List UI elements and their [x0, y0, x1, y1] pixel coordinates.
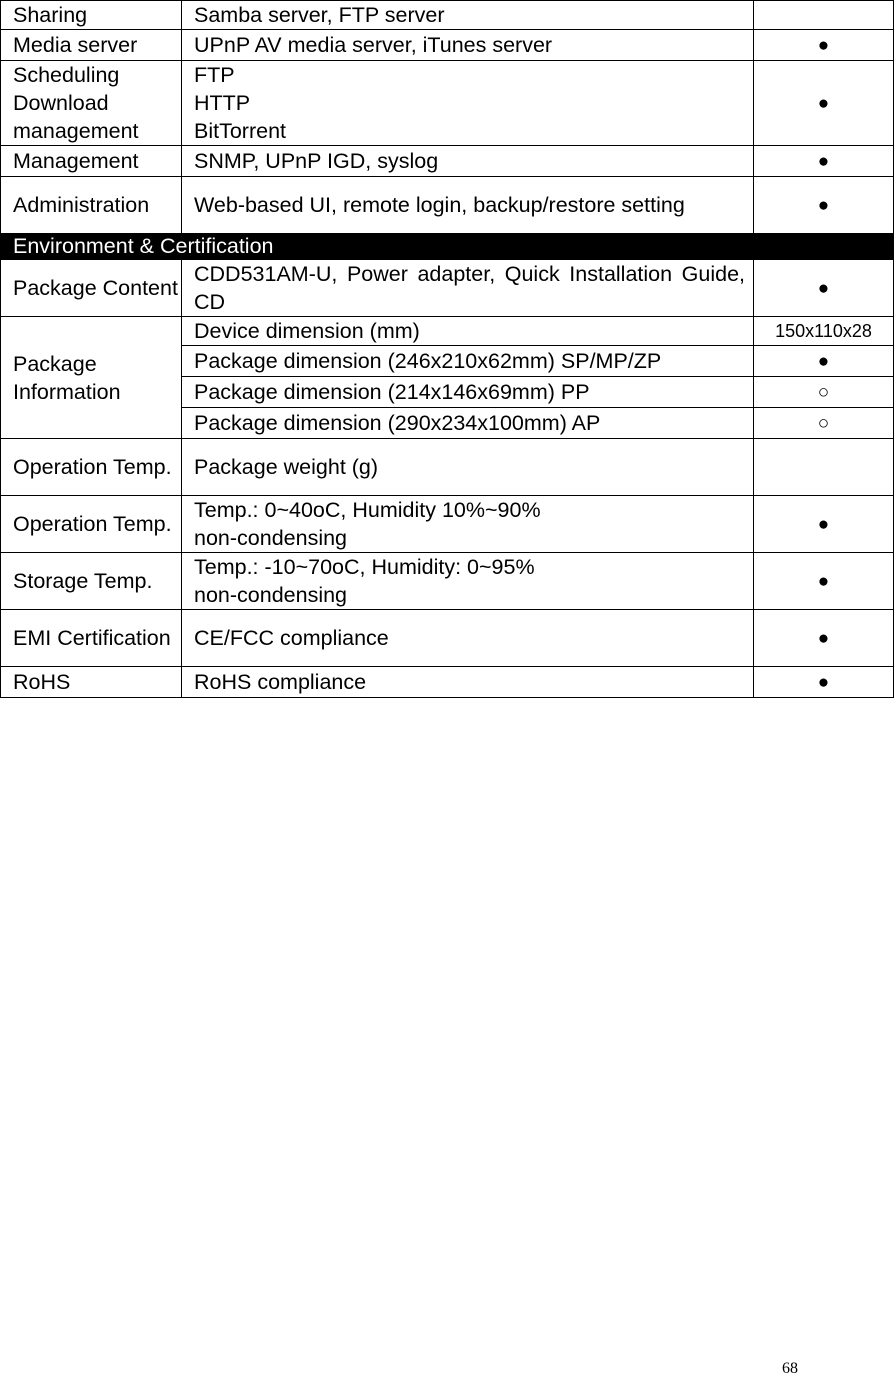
section-header	[1, 234, 894, 260]
table-row	[1, 317, 894, 346]
detail-line: Temp.: 0~40oC, Humidity 10%~90%	[194, 498, 541, 522]
row-label: Media server	[1, 30, 182, 61]
row-mark: 150x110x28	[754, 317, 894, 346]
hollow-bullet-icon: ○	[817, 382, 830, 403]
row-detail: Package dimension (214x146x69mm) PP	[182, 377, 754, 408]
row-label: Storage Temp.	[1, 553, 182, 610]
row-mark	[754, 496, 894, 553]
row-detail: Package weight (g)	[182, 439, 754, 496]
detail-line: non-condensing	[194, 583, 348, 607]
row-label: Sharing	[1, 1, 182, 30]
table-row	[1, 1, 894, 30]
row-mark	[754, 30, 894, 61]
row-mark	[754, 667, 894, 698]
hollow-bullet-icon: ○	[817, 413, 830, 434]
label-line: management	[13, 119, 139, 143]
row-detail: RoHS compliance	[182, 667, 754, 698]
table-row	[1, 496, 894, 553]
row-mark	[754, 553, 894, 610]
row-detail: Package dimension (290x234x100mm) AP	[182, 408, 754, 439]
filled-bullet-icon: ●	[817, 151, 830, 172]
table-row	[1, 610, 894, 667]
row-mark	[754, 377, 894, 408]
row-detail: CDD531AM-U, Power adapter, Quick Installation Guide, CD	[182, 260, 754, 317]
filled-bullet-icon: ●	[817, 514, 830, 535]
row-mark	[754, 260, 894, 317]
row-detail	[182, 496, 754, 553]
row-detail: Device dimension (mm)	[182, 317, 754, 346]
table-row	[1, 553, 894, 610]
filled-bullet-icon: ●	[817, 93, 830, 114]
row-label: EMI Certification	[1, 610, 182, 667]
label-line: Download	[13, 91, 109, 115]
filled-bullet-icon: ●	[817, 351, 830, 372]
detail-line: FTP	[194, 63, 235, 87]
filled-bullet-icon: ●	[817, 571, 830, 592]
row-label: Operation Temp.	[1, 496, 182, 553]
table-row	[1, 30, 894, 61]
row-label: Package Content	[1, 260, 182, 317]
table-row	[1, 61, 894, 146]
label-line: Scheduling	[13, 63, 120, 87]
filled-bullet-icon: ●	[817, 672, 830, 693]
page-number: 68	[782, 1360, 798, 1377]
row-detail: SNMP, UPnP IGD, syslog	[182, 146, 754, 177]
table-row	[1, 260, 894, 317]
filled-bullet-icon: ●	[817, 195, 830, 216]
detail-line: HTTP	[194, 91, 251, 115]
row-label: Management	[1, 146, 182, 177]
row-mark	[754, 610, 894, 667]
row-label	[1, 61, 182, 146]
row-mark	[754, 146, 894, 177]
row-mark	[754, 439, 894, 496]
filled-bullet-icon: ●	[817, 628, 830, 649]
row-mark	[754, 346, 894, 377]
section-header-blank	[754, 234, 894, 260]
table-row	[1, 439, 894, 496]
row-label: RoHS	[1, 667, 182, 698]
table-row	[1, 177, 894, 234]
row-detail: Samba server, FTP server	[182, 1, 754, 30]
row-detail: Web-based UI, remote login, backup/restore setting	[182, 177, 754, 234]
filled-bullet-icon: ●	[817, 278, 830, 299]
row-detail: CE/FCC compliance	[182, 610, 754, 667]
row-mark	[754, 61, 894, 146]
table-row	[1, 667, 894, 698]
row-mark	[754, 177, 894, 234]
row-label: Operation Temp.	[1, 439, 182, 496]
filled-bullet-icon: ●	[817, 35, 830, 56]
row-detail: UPnP AV media server, iTunes server	[182, 30, 754, 61]
detail-line: Temp.: -10~70oC, Humidity: 0~95%	[194, 555, 535, 579]
detail-line: BitTorrent	[194, 119, 287, 143]
detail-line: non-condensing	[194, 526, 348, 550]
row-label: Package Information	[1, 317, 182, 439]
row-detail	[182, 553, 754, 610]
section-title: Environment & Certification	[1, 234, 754, 260]
row-mark	[754, 408, 894, 439]
row-detail	[182, 61, 754, 146]
row-detail: Package dimension (246x210x62mm) SP/MP/ZP	[182, 346, 754, 377]
row-label: Administration	[1, 177, 182, 234]
row-mark	[754, 1, 894, 30]
table-row	[1, 146, 894, 177]
